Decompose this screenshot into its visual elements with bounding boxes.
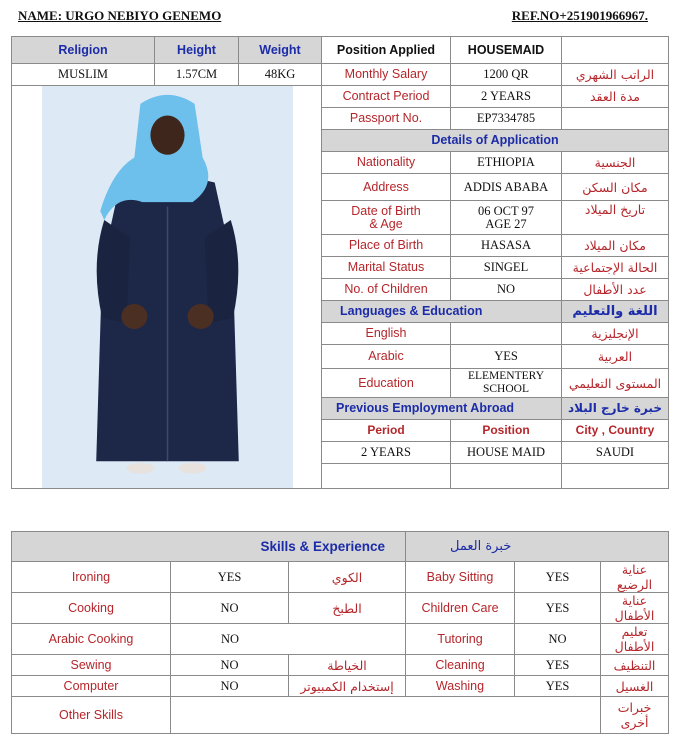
skill-ironing-value: YES: [171, 562, 289, 593]
dob-label: [322, 201, 451, 235]
skill-children-care-label: Children Care: [406, 593, 515, 624]
monthly-salary-value: 1200 QR: [451, 64, 562, 86]
employment-country-empty: [562, 464, 669, 489]
skill-washing-arabic: الغسيل: [601, 676, 669, 697]
skill-sewing-label: Sewing: [12, 655, 171, 676]
skills-table: [11, 531, 669, 734]
passport-arabic: [562, 108, 669, 130]
other-skills-label: Other Skills: [12, 697, 171, 734]
position-applied-value: HOUSEMAID: [451, 37, 562, 64]
employment-period-value: 2 YEARS: [322, 442, 451, 464]
skill-washing-label: Washing: [406, 676, 515, 697]
contract-period-label: Contract Period: [322, 86, 451, 108]
height-value: 1.57CM: [155, 64, 239, 86]
skill-computer-value: NO: [171, 676, 289, 697]
marital-status-label: Marital Status: [322, 257, 451, 279]
monthly-salary-label: Monthly Salary: [322, 64, 451, 86]
address-label: Address: [322, 174, 451, 201]
application-table: [11, 36, 669, 489]
other-skills-arabic: خبرات أخرى: [601, 697, 669, 734]
skill-tutoring-value: NO: [515, 624, 601, 655]
reference-number: REF.NO+251901966967.: [511, 8, 648, 23]
skill-sewing-value: NO: [171, 655, 289, 676]
skills-section-title-arabic: خبرة العمل: [406, 532, 669, 562]
arabic-label: Arabic: [322, 345, 451, 369]
skill-tutoring-arabic: تعليم الأطفال: [601, 624, 669, 655]
passport-label: Passport No.: [322, 108, 451, 130]
marital-status-value: SINGEL: [451, 257, 562, 279]
children-label: No. of Children: [322, 279, 451, 301]
height-header: Height: [155, 37, 239, 64]
skill-computer-label: Computer: [12, 676, 171, 697]
skill-row: [12, 655, 669, 676]
children-arabic: عدد الأطفال: [562, 279, 669, 301]
nationality-arabic: الجنسية: [562, 152, 669, 174]
employment-position-empty: [451, 464, 562, 489]
employment-country-value: SAUDI: [562, 442, 669, 464]
nationality-value: ETHIOPIA: [451, 152, 562, 174]
skill-computer-arabic: إستخدام الكمبيوتر: [289, 676, 406, 697]
skill-ironing-label: Ironing: [12, 562, 171, 593]
skill-row: [12, 562, 669, 593]
education-label: Education: [322, 369, 451, 398]
skill-row: [12, 593, 669, 624]
employment-section-title-arabic: خبرة خارج البلاد: [562, 398, 669, 420]
languages-section-title-arabic: اللغة والتعليم: [562, 301, 669, 323]
nationality-label: Nationality: [322, 152, 451, 174]
education-arabic: المستوى التعليمي: [562, 369, 669, 398]
employment-period-header: Period: [322, 420, 451, 442]
skill-cleaning-arabic: التنظيف: [601, 655, 669, 676]
employment-section-title: Previous Employment Abroad: [322, 398, 562, 420]
skill-row: [12, 624, 669, 655]
religion-value: MUSLIM: [12, 64, 155, 86]
skill-cleaning-label: Cleaning: [406, 655, 515, 676]
applicant-name: NAME: URGO NEBIYO GENEMO: [18, 8, 222, 23]
arabic-value: YES: [451, 345, 562, 369]
person-figure-icon: [42, 86, 293, 488]
skill-children-care-arabic: عناية الأطفال: [601, 593, 669, 624]
other-skills-value: [171, 697, 601, 734]
passport-value: EP7334785: [451, 108, 562, 130]
skill-tutoring-label: Tutoring: [406, 624, 515, 655]
dob-value: [451, 201, 562, 235]
weight-header: Weight: [239, 37, 322, 64]
contract-period-value: 2 YEARS: [451, 86, 562, 108]
skill-arabic-cooking-label: Arabic Cooking: [12, 624, 171, 655]
dob-arabic: تاريخ الميلاد: [562, 201, 669, 235]
employment-country-header: City , Country: [562, 420, 669, 442]
skill-baby-sitting-arabic: عناية الرضيع: [601, 562, 669, 593]
address-value: ADDIS ABABA: [451, 174, 562, 201]
english-label: English: [322, 323, 451, 345]
place-of-birth-arabic: مكان الميلاد: [562, 235, 669, 257]
children-value: NO: [451, 279, 562, 301]
position-blank: [562, 37, 669, 64]
employment-position-header: Position: [451, 420, 562, 442]
monthly-salary-arabic: الراتب الشهري: [562, 64, 669, 86]
contract-period-arabic: مدة العقد: [562, 86, 669, 108]
employment-period-empty: [322, 464, 451, 489]
dob-label-line2: & Age: [369, 216, 403, 231]
skill-washing-value: YES: [515, 676, 601, 697]
place-of-birth-value: HASASA: [451, 235, 562, 257]
skill-cooking-value: NO: [171, 593, 289, 624]
dob-value-age: AGE 27: [485, 216, 527, 231]
religion-header: Religion: [12, 37, 155, 64]
skill-arabic-cooking-value: NO: [171, 624, 406, 655]
weight-value: 48KG: [239, 64, 322, 86]
skill-cooking-label: Cooking: [12, 593, 171, 624]
skill-cleaning-value: YES: [515, 655, 601, 676]
skill-baby-sitting-label: Baby Sitting: [406, 562, 515, 593]
dob-value-date: 06 OCT 97: [477, 203, 535, 218]
skill-ironing-arabic: الكوي: [289, 562, 406, 593]
skill-cooking-arabic: الطبخ: [289, 593, 406, 624]
languages-section-title: Languages & Education: [322, 301, 562, 323]
skill-baby-sitting-value: YES: [515, 562, 601, 593]
position-applied-label: Position Applied: [322, 37, 451, 64]
english-value: [451, 323, 562, 345]
skills-section-title: Skills & Experience: [12, 532, 406, 562]
education-value: [451, 369, 562, 398]
arabic-arabic: العربية: [562, 345, 669, 369]
skill-children-care-value: YES: [515, 593, 601, 624]
employment-position-value: HOUSE MAID: [451, 442, 562, 464]
applicant-photo: [42, 86, 293, 488]
education-value-line1: ELEMENTERY: [467, 370, 545, 382]
applicant-photo-cell: [12, 86, 322, 489]
skill-sewing-arabic: الخياطة: [289, 655, 406, 676]
english-arabic: الإنجليزية: [562, 323, 669, 345]
place-of-birth-label: Place of Birth: [322, 235, 451, 257]
address-arabic: مكان السكن: [562, 174, 669, 201]
dob-label-line1: Date of Birth: [351, 203, 421, 218]
marital-status-arabic: الحالة الإجتماعية: [562, 257, 669, 279]
skill-row: [12, 676, 669, 697]
education-value-line2: SCHOOL: [482, 383, 529, 395]
details-section-title: Details of Application: [322, 130, 669, 152]
